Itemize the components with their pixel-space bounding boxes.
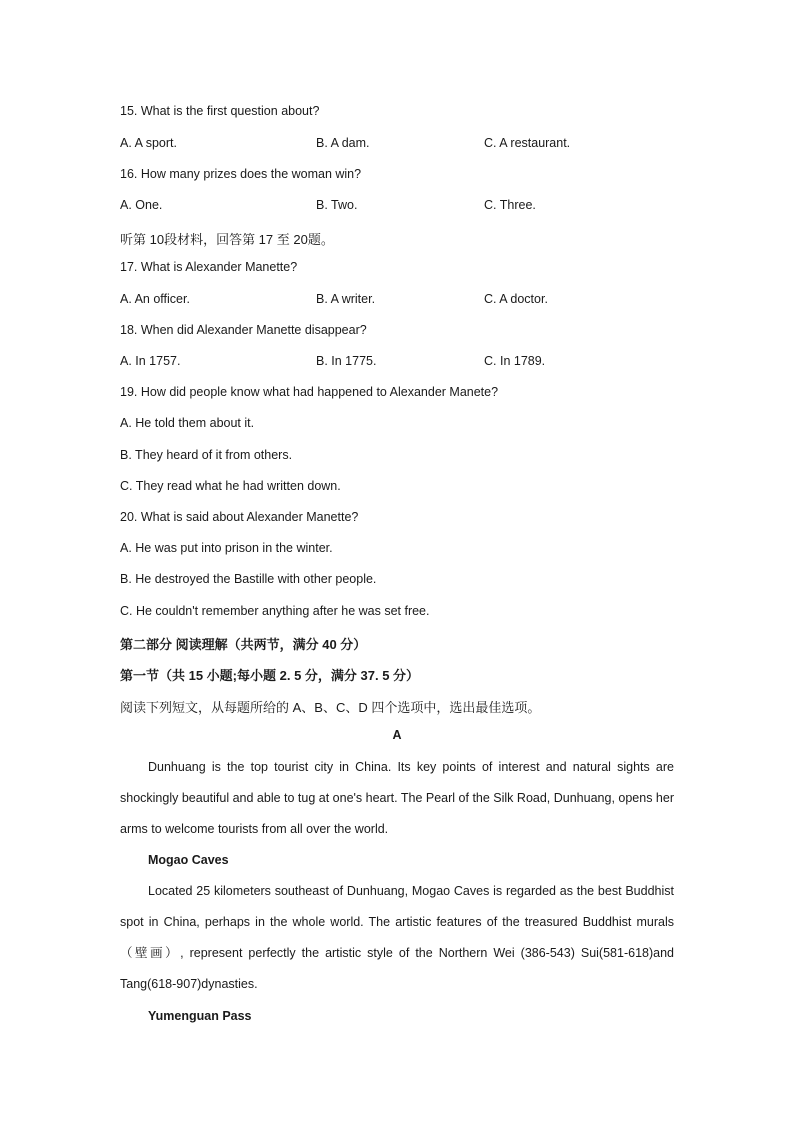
option-b: B. Two.: [316, 198, 358, 212]
section-one-title: 第一节（共 15 小题;每小题 2. 5 分，满分 37. 5 分）: [120, 668, 420, 683]
question-20: 20. What is said about Alexander Manette?: [120, 510, 359, 524]
option-c: C. He couldn't remember anything after he was set free.: [120, 604, 430, 618]
option-b: B. A dam.: [316, 136, 370, 150]
option-a: A. One.: [120, 198, 163, 212]
question-17: 17. What is Alexander Manette?: [120, 260, 298, 274]
options-15: [120, 136, 680, 154]
options-17: [120, 292, 680, 310]
passage-paragraph-1: [120, 752, 674, 845]
passage-letter: A: [392, 728, 402, 742]
listening-instruction: 听第 10段材料，回答第 17 至 20题。: [120, 232, 334, 247]
question-16: 16. How many prizes does the woman win?: [120, 167, 362, 181]
option-b: B. In 1775.: [316, 354, 377, 368]
reading-instruction: 阅读下列短文，从每题所给的 A、B、C、D 四个选项中，选出最佳选项。: [120, 700, 541, 715]
option-c: C. They read what he had written down.: [120, 479, 341, 493]
passage-paragraph-2: [120, 876, 674, 1000]
heading-yumenguan-pass: Yumenguan Pass: [148, 1009, 252, 1023]
option-b: B. A writer.: [316, 292, 376, 306]
option-a: A. He told them about it.: [120, 416, 255, 430]
question-19: 19. How did people know what had happened to Alexander Manete?: [120, 385, 499, 399]
option-c: C. A doctor.: [484, 292, 548, 306]
option-c: C. In 1789.: [484, 354, 546, 368]
options-16: [120, 198, 680, 216]
paragraph-text: Located 25 kilometers southeast of Dunhuang, Mogao Caves is regarded as the best Buddhist spot in China, perhaps in the whole world. The artistic features of the treasured Buddhist murals（壁画）, represent perfectly the artistic style of the Northern Wei (386-543) Sui(581-618)and Tang(618-907)dynasties.: [120, 884, 674, 991]
question-15: 15. What is the first question about?: [120, 104, 320, 118]
option-b: B. He destroyed the Bastille with other people.: [120, 572, 377, 586]
option-a: A. An officer.: [120, 292, 190, 306]
part-two-title: 第二部分 阅读理解（共两节，满分 40 分）: [120, 637, 367, 652]
option-c: C. Three.: [484, 198, 536, 212]
paragraph-text: Dunhuang is the top tourist city in China. Its key points of interest and natural sights are shockingly beautiful and able to tug at one's heart. The Pearl of the Silk Road, Dunhuang, opens her arms to welcome tourists from all over the world.: [120, 760, 674, 836]
option-a: A. He was put into prison in the winter.: [120, 541, 333, 555]
question-18: 18. When did Alexander Manette disappear?: [120, 323, 367, 337]
options-18: [120, 354, 680, 372]
heading-mogao-caves: Mogao Caves: [148, 853, 229, 867]
option-b: B. They heard of it from others.: [120, 448, 293, 462]
option-a: A. A sport.: [120, 136, 177, 150]
option-a: A. In 1757.: [120, 354, 181, 368]
option-c: C. A restaurant.: [484, 136, 571, 150]
